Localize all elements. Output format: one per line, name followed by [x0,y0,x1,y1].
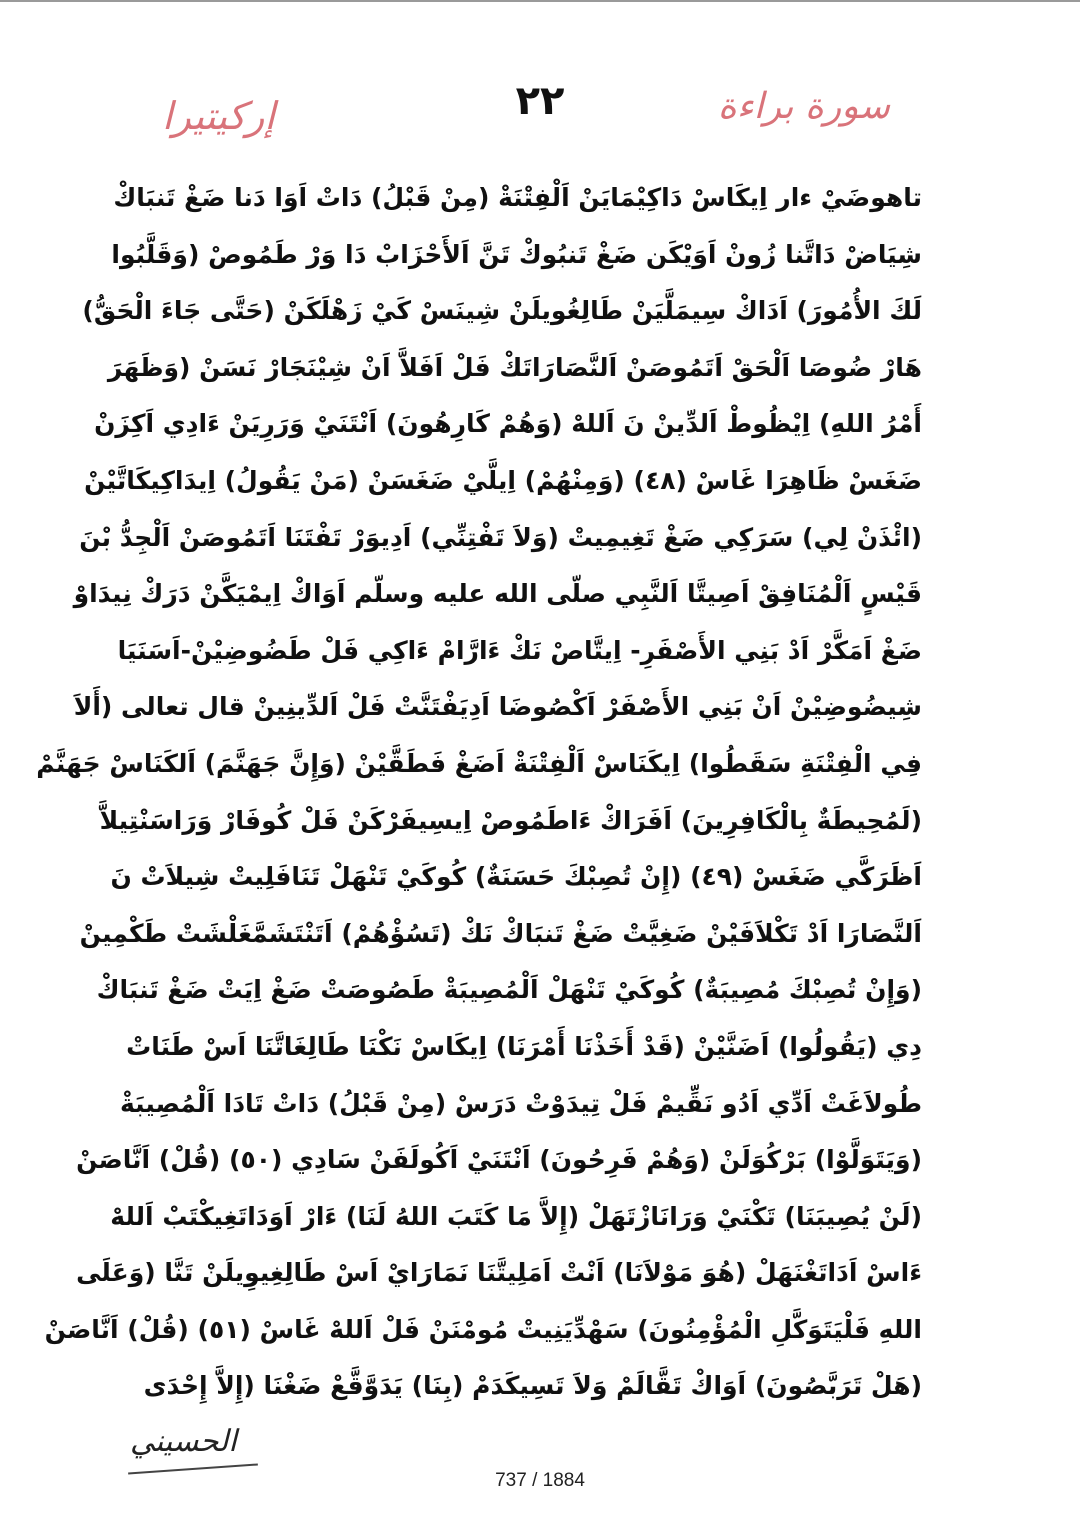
text-line: قَيْسٍ اَلْمُنَافِقْ اَصِيتَّا اَلنَّبِي صلّى الله عليه وسلّم اَوَاكْ اِيمْيَكَّنْ دَرَكْ نِيدَاوْ [73,579,922,609]
text-line: ضَغَسْ ظَاهِرَا غَاسْ (٤٨) (وَمِنْهُمْ) اِيلَّيْ ضَغَسَنْ (مَنْ يَقُولُ) اِيدَاكِيكَاتَّيْنْ [84,465,922,495]
page-top-border [0,0,1080,2]
page-number: ٢٢ [515,78,565,124]
text-line: طُولاَغَتْ اَدِّي اَدُو نَقِّيمْ فَلْ تِيدَوْتْ دَرَسْ (مِنْ قَبْلُ) دَاتْ تَادَا اَلْمُصِيبَةْ [120,1088,922,1118]
text-line: (وَيَتَوَلَّوْا) بَرْكُوَلَنْ (وَهُمْ فَرِحُونَ) اَنْتَنَيْ اَكُولَفَنْ سَادِي (٥٠) (قُلْ) اَنَّاصَنْ [76,1145,922,1175]
handwritten-signature: الحسيني [130,1424,237,1459]
text-line: (هَلْ تَرَبَّصُونَ) اَوَاكْ تَقَّالَمْ وَلاَ تَسِيكَدَمْ (بِنَا) يَدَوَّقَّعْ ضَغْنَا (إِلاَّ إِحْدَى [143,1371,922,1401]
text-line: دِي (يَقُولُوا) اَضَنَّيْنْ (قَدْ أَخَذْنَا أَمْرَنَا) اِيكَاسْ نَكْنَا طَالِغَاتَّنَا اَسْ طَنَاتْ [126,1031,922,1061]
text-line: لَكَ الأُمُورَ) اَدَاكْ سِيمَلَّيَنْ طَالِغُويلَنْ شِينَسْ كَيْ زَهْلَكَنْ (حَتَّى جَاءَ الْحَقُّ) [82,296,922,326]
text-line: اَلنَّصَارَا اَدْ تَكْلاَفَيْنْ ضَغِيَّتْ ضَغْ تَنبَاكْ نَكْ (تَسُؤْهُمْ) اَتَنْتَشَمَّغَلْشَتْ طَكْمِينْ [79,918,922,948]
text-line: ءَاسْ اَدَاتَغْنَهَلْ (هُوَ مَوْلاَنَا) اَنْتْ اَمَلِيتَّنَا نَمَارَايْ اَسْ طَالِغِيوِيلَنْ تَنَّا (وَعَلَى [76,1258,922,1288]
text-line: فِي الْفِتْنَةِ سَقَطُوا) اِيكَنَاسْ اَلْفِتْنَةْ اَضَغْ فَطَقَّيْنْ (وَإِنَّ جَهَنَّمَ) اَلكَنَاسْ جَهَنَّمْ [36,748,922,778]
text-line: تاهوضَيْ ءار اِيكَاسْ دَاكِيْمَايَنْ اَلْفِتْنَةْ (مِنْ قَبْلُ) دَاتْ اَوَا دَنا ضَغْ تَنبَاكْ [113,183,922,212]
page-counter: 737 / 1884 [495,1470,585,1491]
surah-title-handwritten: سورة براءة [717,86,890,127]
commentary-text-block [36,170,922,1415]
text-line: اللهِ فَلْيَتَوَكَّلِ الْمُؤْمِنُونَ) سَهْدِّيَنِيتْ مُومْنَنْ فَلْ اَللهْ غَاسْ (٥١) (قُلْ) اَنَّاصَنْ [44,1314,922,1344]
text-line: (لَمُحِيطَةٌ بِالْكَافِرِينَ) اَفَرَاكْ ءَاطَمُوصْ اِيسِيفَرْكَنْ فَلْ كُوفَارْ وَرَاسَنْتِيلاَّ [99,805,922,835]
text-line: شِيضُوضِيْنْ اَنْ بَنِي الأَصْفَرْ اَكْصُوضَا اَدِيَفْتَنَّتْ فَلْ اَلدِّينِينْ قال تعالى (أَلاَ [73,692,922,722]
text-line: (ائْذَنْ لِي) سَرَكِي ضَغْ تَغِيمِيتْ (وَلاَ تَفْتِنِّي) اَدِيوَرْ تَفْتَنَا اَتَمُوصَنْ اَلْجِدُّ بْنَ [79,522,922,552]
text-line: اَظَرَكَّي ضَغَسْ (٤٩) (إِنْ تُصِبْكَ حَسَنَةٌ) كُوكَيْ تَنْهَلْ تَنَافَلِيتْ شِيلاَتْ نَ [110,862,922,892]
text-line: (وَإِنْ تُصِبْكَ مُصِيبَةٌ) كُوكَيْ تَنْهَلْ اَلْمُصِيبَةْ طَصُوصَتْ ضَغْ اِيَتْ ضَغْ تَنبَاكْ [96,975,922,1005]
text-line: (لَنْ يُصِيبَنَا) تَكْنَيْ وَرَانَازْتَهَلْ (إِلاَّ مَا كَتَبَ اللهُ لَنَا) ءَارْ اَوَدَاتَغِيكْتَبْ اَللهْ [110,1201,922,1231]
page-header [0,72,1080,152]
margin-note-handwritten: إركيتيرا [162,94,275,138]
text-line: أَمْرُ اللهِ) اِيْظُوطْ اَلدِّينْ نَ اَللهْ (وَهُمْ كَارِهُونَ) اَنْتَنَيْ وَرَرِيَنْ ءَادِي اَكِزَنْ [94,409,922,439]
text-line: شِيَاضْ دَاتَّنا زُونْ اَوَيْكَن ضَغْ تَنبُوكْ تَنَّ اَلأَحْزَابْ دَا وَرْ طَمُوصْ (وَقَلَّبُوا [111,239,922,269]
text-line: هَارْ ضُوصَا اَلْحَقْ اَتَمُوصَنْ اَلنَّصَارَاتَكْ فَلْ اَفَلاَّ اَنْ شِيْنَجَارْ نَسَنْ (وَظَهَرَ [107,352,922,382]
text-line: ضَغْ اَمَكَّرْ اَدْ بَنِي الأَصْفَرِ- اِيتَّاصْ نَكْ ءَارَّامْ ءَاكِي فَلْ طَضُوضِيْنْ-اَسَنَيَا [117,635,922,665]
